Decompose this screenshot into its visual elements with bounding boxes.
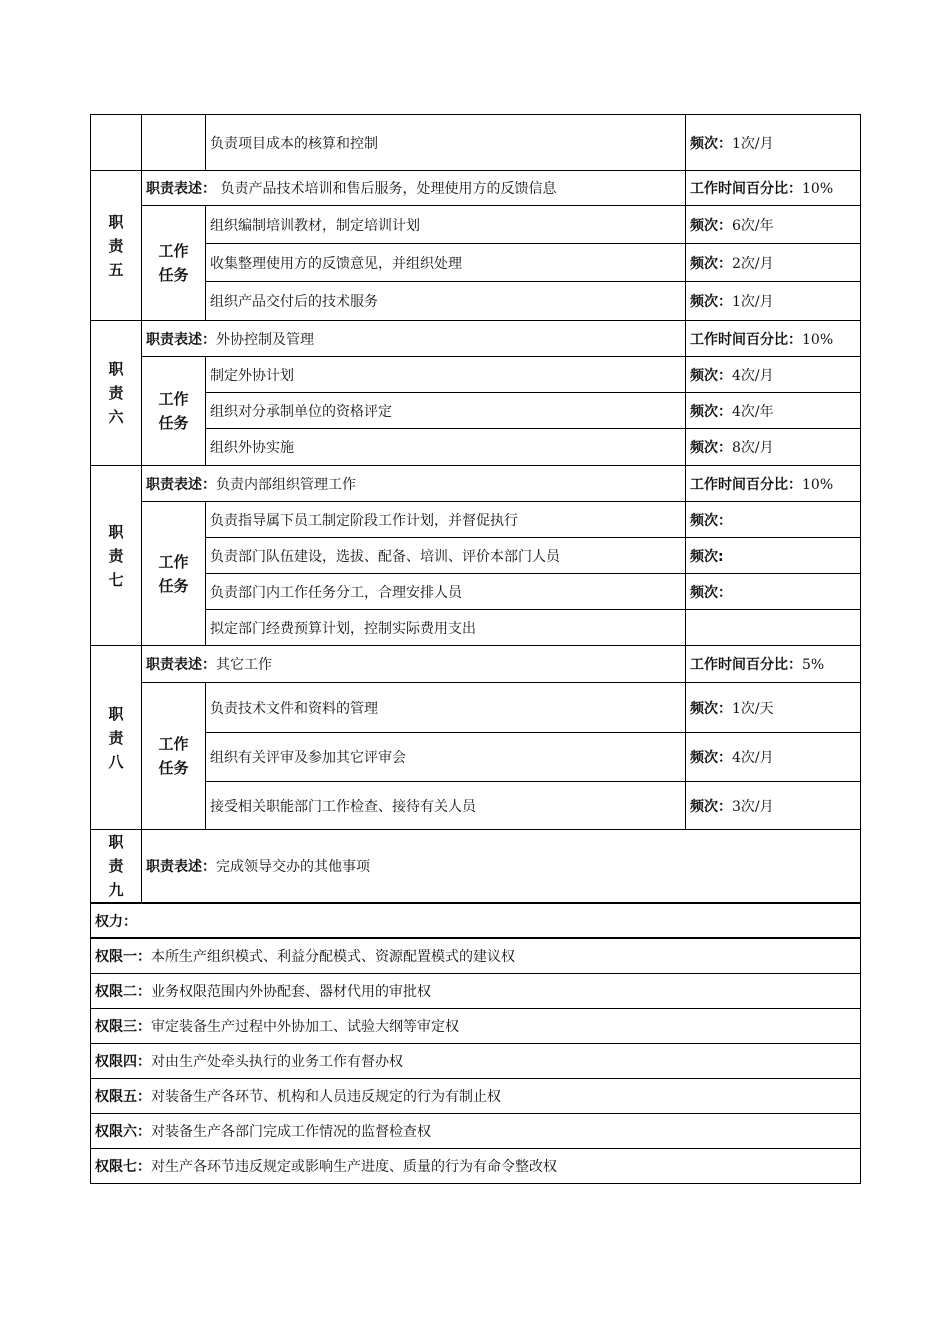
power-item: 权限七：对生产各环节违反规定或影响生产进度、质量的行为有命令整改权	[91, 1149, 861, 1184]
task-text: 接受相关职能部门工作检查、接待有关人员	[206, 782, 686, 830]
task-row	[91, 502, 861, 538]
task-text: 组织外协实施	[206, 429, 686, 466]
power-row	[91, 1114, 861, 1149]
power-row	[91, 974, 861, 1009]
time-percentage: 工作时间百分比：10%	[686, 321, 861, 357]
table-row	[91, 115, 861, 171]
duty-7-desc-row	[91, 466, 861, 502]
task-text: 收集整理使用方的反馈意见，并组织处理	[206, 244, 686, 282]
task-text: 负责指导属下员工制定阶段工作计划，并督促执行	[206, 502, 686, 538]
task-text: 负责技术文件和资料的管理	[206, 683, 686, 733]
frequency-cell: 频次：	[686, 574, 861, 610]
duty-8-desc-row	[91, 646, 861, 683]
empty-cell	[142, 115, 206, 171]
task-header: 工作 任务	[142, 683, 206, 830]
duty-8-label: 职 责 八	[91, 646, 142, 830]
power-item: 权限五：对装备生产各环节、机构和人员违反规定的行为有制止权	[91, 1079, 861, 1114]
task-header: 工作 任务	[142, 502, 206, 646]
duty-9-row	[91, 830, 861, 903]
duty-6-desc-row	[91, 321, 861, 357]
power-row	[91, 938, 861, 974]
time-percentage: 工作时间百分比：10%	[686, 466, 861, 502]
task-text: 制定外协计划	[206, 357, 686, 393]
task-header: 工作 任务	[142, 206, 206, 321]
task-row	[91, 429, 861, 466]
power-item: 权限三：审定装备生产过程中外协加工、试验大纲等审定权	[91, 1009, 861, 1044]
frequency-cell: 频次：6次/年	[686, 206, 861, 244]
power-item: 权限四：对由生产处牵头执行的业务工作有督办权	[91, 1044, 861, 1079]
task-text: 负责部门队伍建设，选拔、配备、培训、评价本部门人员	[206, 538, 686, 574]
task-row	[91, 782, 861, 830]
frequency-cell: 频次：4次/月	[686, 357, 861, 393]
task-row	[91, 538, 861, 574]
task-text: 负责部门内工作任务分工，合理安排人员	[206, 574, 686, 610]
frequency-cell: 频次：1次/月	[686, 282, 861, 321]
frequency-cell: 频次：3次/月	[686, 782, 861, 830]
duty-description: 职责表述：外协控制及管理	[142, 321, 686, 357]
time-percentage: 工作时间百分比：10%	[686, 171, 861, 206]
task-text: 组织编制培训教材，制定培训计划	[206, 206, 686, 244]
task-row	[91, 206, 861, 244]
frequency-cell: 频次：1次/月	[686, 115, 861, 171]
task-row	[91, 683, 861, 733]
duty-description: 职责表述：完成领导交办的其他事项	[142, 830, 861, 903]
power-item: 权限二：业务权限范围内外协配套、器材代用的审批权	[91, 974, 861, 1009]
duty-description: 职责表述： 负责产品技术培训和售后服务，处理使用方的反馈信息	[142, 171, 686, 206]
task-row	[91, 393, 861, 429]
frequency-cell: 频次：4次/月	[686, 733, 861, 782]
task-text: 组织产品交付后的技术服务	[206, 282, 686, 321]
empty-cell	[91, 115, 142, 171]
task-text: 组织对分承制单位的资格评定	[206, 393, 686, 429]
task-header: 工作 任务	[142, 357, 206, 466]
duty-9-label: 职 责 九	[91, 830, 142, 903]
task-row	[91, 244, 861, 282]
duty-7-label: 职 责 七	[91, 466, 142, 646]
task-text: 负责项目成本的核算和控制	[206, 115, 686, 171]
task-row	[91, 574, 861, 610]
duty-5-label: 职 责 五	[91, 171, 142, 321]
power-row	[91, 1044, 861, 1079]
task-row	[91, 282, 861, 321]
task-row	[91, 733, 861, 782]
frequency-cell: 频次：1次/天	[686, 683, 861, 733]
power-title: 权力：	[91, 903, 861, 938]
power-row	[91, 1079, 861, 1114]
frequency-cell: 频次：4次/年	[686, 393, 861, 429]
power-row	[91, 1149, 861, 1184]
time-percentage: 工作时间百分比：5%	[686, 646, 861, 683]
power-table	[90, 902, 861, 1184]
frequency-cell: 频次：8次/月	[686, 429, 861, 466]
empty-cell	[686, 610, 861, 646]
frequency-cell: 频次：2次/月	[686, 244, 861, 282]
power-item: 权限一：本所生产组织模式、利益分配模式、资源配置模式的建议权	[91, 938, 861, 974]
task-row	[91, 357, 861, 393]
duties-table	[90, 114, 861, 903]
power-row	[91, 1009, 861, 1044]
duty-description: 职责表述：其它工作	[142, 646, 686, 683]
job-description-document	[90, 114, 860, 1184]
duty-6-label: 职 责 六	[91, 321, 142, 466]
task-text: 组织有关评审及参加其它评审会	[206, 733, 686, 782]
duty-5-desc-row	[91, 171, 861, 206]
power-item: 权限六：对装备生产各部门完成工作情况的监督检查权	[91, 1114, 861, 1149]
task-text: 拟定部门经费预算计划，控制实际费用支出	[206, 610, 686, 646]
frequency-cell: 频次：	[686, 502, 861, 538]
duty-description: 职责表述：负责内部组织管理工作	[142, 466, 686, 502]
task-row	[91, 610, 861, 646]
frequency-cell: 频次:	[686, 538, 861, 574]
power-title-row	[91, 903, 861, 938]
